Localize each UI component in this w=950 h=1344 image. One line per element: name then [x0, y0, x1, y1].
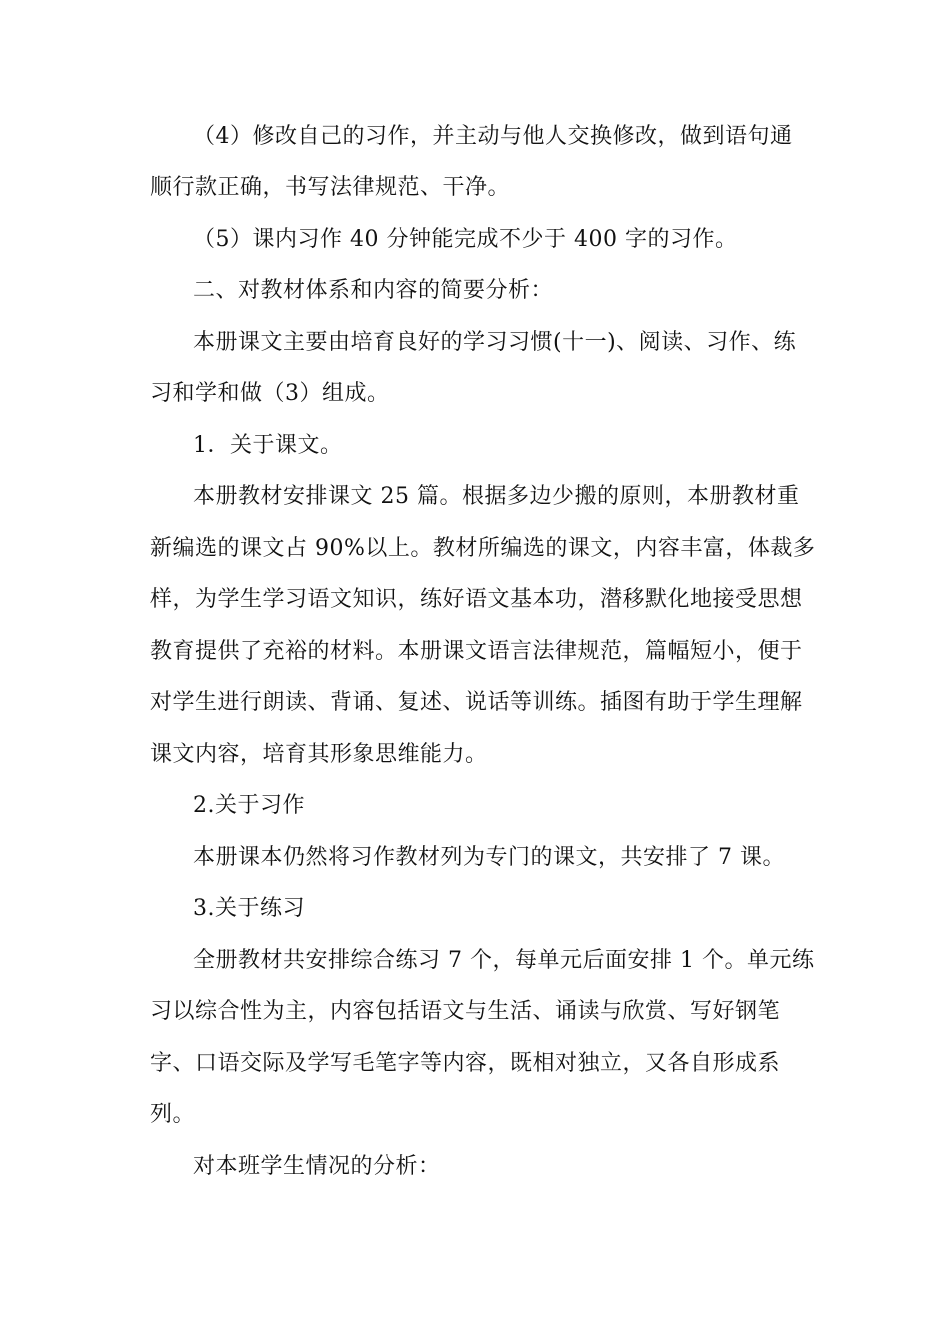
paragraph-line: 习以综合性为主，内容包括语文与生活、诵读与欣赏、写好钢笔 [150, 999, 781, 1024]
paragraph-line: （4）修改自己的习作，并主动与他人交换修改，做到语句通 [193, 124, 793, 149]
subsection-heading: 3.关于练习 [193, 896, 305, 921]
paragraph-line: 本册课本仍然将习作教材列为专门的课文，共安排了 7 课。 [193, 845, 785, 870]
paragraph-line: 本册教材安排课文 25 篇。根据多边少搬的原则，本册教材重 [193, 484, 800, 509]
section-heading: 对本班学生情况的分析： [193, 1154, 441, 1179]
paragraph-line: 对学生进行朗读、背诵、复述、说话等训练。插图有助于学生理解 [150, 690, 803, 715]
subsection-heading: 1．关于课文。 [193, 433, 343, 458]
paragraph-line: 全册教材共安排综合练习 7 个，每单元后面安排 1 个。单元练 [193, 948, 815, 973]
paragraph-line: 列。 [150, 1102, 196, 1127]
section-heading: 二、对教材体系和内容的简要分析： [193, 278, 554, 303]
paragraph-line: 习和学和做（3）组成。 [150, 381, 390, 406]
paragraph-line: 样，为学生学习语文知识，练好语文基本功，潜移默化地接受思想 [150, 587, 803, 612]
paragraph-line: 字、口语交际及学写毛笔字等内容，既相对独立，又各自形成系 [150, 1051, 781, 1076]
paragraph-line: 新编选的课文占 90%以上。教材所编选的课文，内容丰富，体裁多 [150, 536, 816, 561]
paragraph-line: 本册课文主要由培育良好的学习习惯(十一)、阅读、习作、练 [193, 330, 797, 355]
paragraph-line: 顺行款正确，书写法律规范、干净。 [150, 175, 511, 200]
paragraph-line: 教育提供了充裕的材料。本册课文语言法律规范，篇幅短小，便于 [150, 639, 803, 664]
paragraph-line: （5）课内习作 40 分钟能完成不少于 400 字的习作。 [193, 227, 738, 252]
subsection-heading: 2.关于习作 [193, 793, 305, 818]
paragraph-line: 课文内容，培育其形象思维能力。 [150, 742, 488, 767]
